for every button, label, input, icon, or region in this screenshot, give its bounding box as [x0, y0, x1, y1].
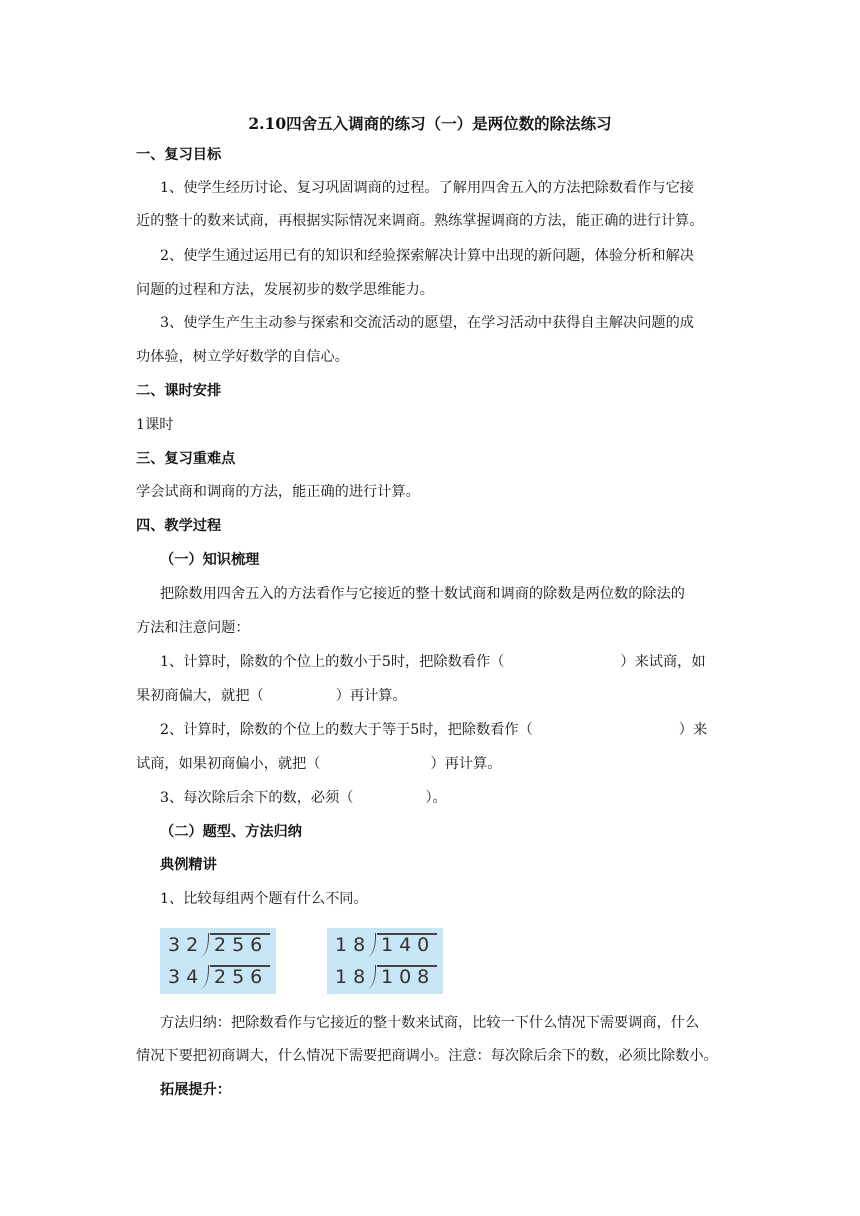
rule-3-text-a: 3、每次除后余下的数，必须（: [160, 790, 354, 806]
example-heading: 典例精讲: [160, 857, 217, 873]
goal-2-line-1: 2、使学生通过运用已有的知识和经验探索解决计算中出现的新问题，体验分析和解决: [160, 248, 694, 264]
section-heading-teaching-process: 四、教学过程: [136, 518, 222, 534]
rule-2-line-1: [160, 720, 707, 740]
goal-1-line-1: 1、使学生经历讨论、复习巩固调商的过程。了解用四舍五入的方法把除数看作与它接: [160, 180, 694, 196]
rule-1-text-d: ）再计算。: [335, 688, 407, 704]
divisor: 18: [335, 966, 372, 988]
dividend: 256: [214, 934, 269, 956]
section-heading-review-goals: 一、复习目标: [136, 147, 222, 163]
division-group-1: [160, 928, 276, 994]
section-heading-schedule: 二、课时安排: [136, 383, 222, 399]
division-problem-4: [327, 962, 443, 992]
key-points-text: 学会试商和调商的方法，能正确的进行计算。: [136, 484, 420, 500]
dividend: 256: [214, 966, 269, 988]
dividend: 140: [381, 934, 436, 956]
rule-2-text-c: 试商，如果初商偏小，就把（: [136, 756, 321, 772]
subsection-heading-methods: （二）题型、方法归纳: [160, 824, 302, 840]
division-bracket-icon: [367, 933, 376, 957]
division-problem-3: [327, 930, 443, 960]
division-group-2: [327, 928, 443, 994]
rule-1-line-1: [160, 652, 706, 672]
division-problem-2: [160, 962, 276, 992]
dividend: 108: [381, 966, 436, 988]
goal-1-line-2: 近的整十的数来试商，再根据实际情况来调商。熟练掌握调商的方法，能正确的进行计算。: [136, 213, 704, 229]
division-problem-1: [160, 930, 276, 960]
example-question: 1、比较每组两个题有什么不同。: [160, 891, 368, 907]
knowledge-intro-line-2: 方法和注意问题：: [136, 620, 250, 636]
rule-1-text-c: 果初商偏大，就把（: [136, 688, 264, 704]
rule-1-text-b: ）来试商，如: [620, 654, 706, 670]
division-bracket-icon: [200, 933, 209, 957]
knowledge-intro-line-1: 把除数用四舍五入的方法看作与它接近的整十数试商和调商的除数是两位数的除法的: [160, 586, 685, 602]
extension-heading: 拓展提升：: [160, 1082, 231, 1098]
schedule-text: 1课时: [136, 417, 174, 433]
method-summary-line-1: 方法归纳：把除数看作与它接近的整十数来试商，比较一下什么情况下需要调商，什么: [160, 1015, 700, 1031]
rule-1-text-a: 1、计算时，除数的个位上的数小于5时，把除数看作（: [160, 654, 505, 670]
divisor: 34: [168, 966, 205, 988]
rule-2-text-a: 2、计算时，除数的个位上的数大于等于5时，把除数看作（: [160, 722, 533, 738]
rule-2-line-2: [136, 754, 501, 774]
section-heading-key-points: 三、复习重难点: [136, 451, 236, 467]
division-bracket-icon: [200, 965, 209, 989]
goal-3-line-2: 功体验，树立学好数学的自信心。: [136, 349, 349, 365]
goal-3-line-1: 3、使学生产生主动参与探索和交流活动的愿望，在学习活动中获得自主解决问题的成: [160, 315, 694, 331]
divisor: 32: [168, 934, 205, 956]
subsection-heading-knowledge: （一）知识梳理: [160, 552, 260, 568]
rule-1-line-2: [136, 686, 407, 706]
divisor: 18: [335, 934, 372, 956]
rule-2-text-d: ）再计算。: [430, 756, 502, 772]
rule-2-text-b: ）来: [678, 722, 708, 738]
method-summary-line-2: 情况下要把初商调大，什么情况下需要把商调小。注意：每次除后余下的数，必须比除数小。: [136, 1048, 718, 1064]
rule-3-line: [160, 788, 447, 808]
division-bracket-icon: [367, 965, 376, 989]
rule-3-text-b: ）。: [425, 790, 447, 806]
goal-2-line-2: 问题的过程和方法，发展初步的数学思维能力。: [136, 282, 434, 298]
page-title: 2.10四舍五入调商的练习（一）是两位数的除法练习: [248, 114, 612, 133]
